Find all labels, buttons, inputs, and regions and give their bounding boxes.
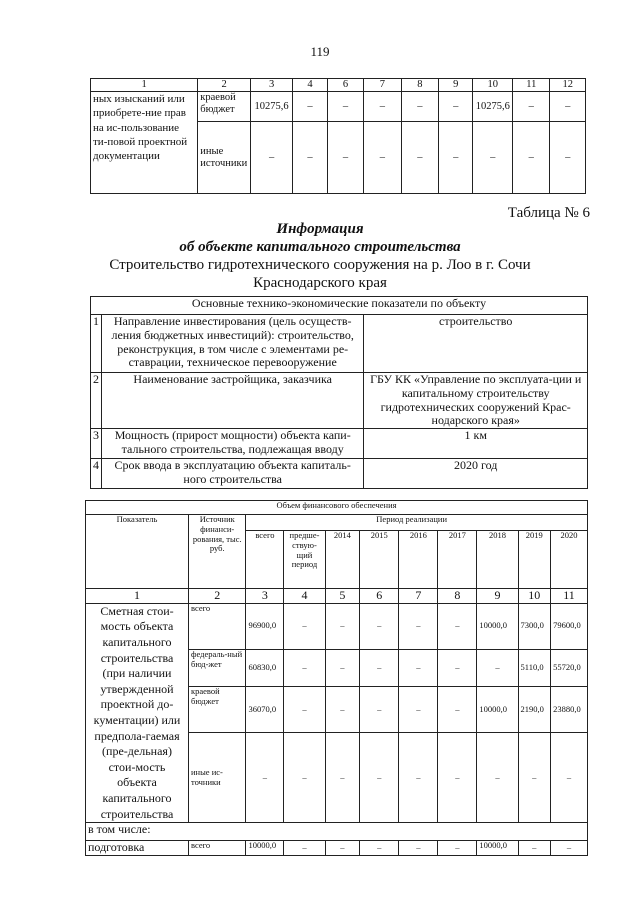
table-row (86, 823, 588, 841)
col-num: 2 (198, 79, 251, 92)
value-cell: 2190,0 (518, 687, 551, 733)
info-table (90, 296, 588, 489)
value-cell: – (438, 649, 477, 687)
year-header: 2020 (551, 531, 588, 589)
continuation-header-row (91, 79, 586, 92)
value-cell: – (360, 649, 399, 687)
value-cell: 10000,0 (477, 687, 518, 733)
row-number: 4 (91, 459, 102, 489)
source-cell: всего (189, 841, 246, 856)
col-num: 10 (518, 589, 551, 604)
title-line-2: об объекте капитального строительства (179, 239, 461, 255)
col-num: 3 (250, 79, 293, 92)
col-num: 11 (513, 79, 550, 92)
table-row (91, 92, 586, 122)
prev-period-header: предше-ствую-щий период (284, 531, 325, 589)
value-cell: 36070,0 (246, 687, 284, 733)
total-header: всего (246, 531, 284, 589)
column-numbers-row (86, 589, 588, 604)
col-num: 6 (360, 589, 399, 604)
value-cell: – (550, 92, 586, 122)
finance-table (85, 500, 588, 856)
continuation-table (90, 78, 586, 194)
value-cell: – (284, 687, 325, 733)
row-label: Наименование застройщика, заказчика (102, 373, 364, 429)
value-cell: – (325, 603, 360, 649)
value-cell: 55720,0 (551, 649, 588, 687)
col-num: 8 (438, 589, 477, 604)
value-cell: – (401, 122, 438, 194)
col-num: 6 (327, 79, 363, 92)
source-cell: всего (189, 603, 246, 649)
row-label: Направление инвестирования (цель осуществ-ления бюджетных инвестиций): строительство, реконструкция, в том числе с элементами ре-ставрации, техническое перевооружение (102, 315, 364, 373)
value-cell: – (399, 649, 438, 687)
value-cell: – (401, 92, 438, 122)
table-row (91, 429, 588, 459)
col-num: 10 (473, 79, 513, 92)
col-num: 11 (551, 589, 588, 604)
value-cell: – (284, 603, 325, 649)
col-num: 5 (325, 589, 360, 604)
value-cell: – (518, 733, 551, 823)
value-cell: – (551, 841, 588, 856)
year-header: 2019 (518, 531, 551, 589)
row-value: ГБУ КК «Управление по эксплуата-ции и капитальному строительству гидротехнических сооружений Крас-нодарского края» (364, 373, 588, 429)
value-cell: – (439, 122, 473, 194)
value-cell: – (477, 733, 518, 823)
source-header: Источник финанси-рования, тыс. руб. (189, 515, 246, 589)
value-cell: – (360, 841, 399, 856)
value-cell: – (477, 649, 518, 687)
col-num: 1 (91, 79, 198, 92)
value-cell: – (364, 122, 401, 194)
indicator-header: Показатель (86, 515, 189, 589)
row-value: 1 км (364, 429, 588, 459)
col-num: 7 (399, 589, 438, 604)
value-cell: 60830,0 (246, 649, 284, 687)
table-row (86, 841, 588, 856)
value-cell: – (325, 649, 360, 687)
value-cell: 10000,0 (477, 603, 518, 649)
value-cell: 10000,0 (246, 841, 284, 856)
row-value: строительство (364, 315, 588, 373)
value-cell: – (513, 122, 550, 194)
value-cell: – (250, 122, 293, 194)
year-header: 2014 (325, 531, 360, 589)
value-cell: – (513, 92, 550, 122)
value-cell: – (246, 733, 284, 823)
row-label: Мощность (прирост мощности) объекта капи-тального строительства, подлежащая вводу (102, 429, 364, 459)
col-num: 3 (246, 589, 284, 604)
info-table-header: Основные технико-экономические показатели по объекту (91, 297, 588, 315)
col-num: 12 (550, 79, 586, 92)
col-num: 2 (189, 589, 246, 604)
volume-header: Объем финансового обеспечения (86, 501, 588, 515)
col-num: 9 (439, 79, 473, 92)
value-cell: 10000,0 (477, 841, 518, 856)
value-cell: 96900,0 (246, 603, 284, 649)
value-cell: – (399, 841, 438, 856)
value-cell: – (439, 92, 473, 122)
row-value: 2020 год (364, 459, 588, 489)
value-cell: 79600,0 (551, 603, 588, 649)
value-cell: – (438, 733, 477, 823)
row-label: ных изысканий или приобрете-ние прав на ис-пользование ти-повой проектной документации (91, 92, 198, 194)
value-cell: 7300,0 (518, 603, 551, 649)
value-cell: 10275,6 (250, 92, 293, 122)
value-cell: – (360, 603, 399, 649)
subtitle-line-1: Строительство гидротехнического сооружения на р. Лоо в г. Сочи (109, 257, 531, 273)
value-cell: – (438, 687, 477, 733)
period-header: Период реализации (246, 515, 588, 531)
value-cell: – (399, 603, 438, 649)
value-cell: – (325, 733, 360, 823)
row-label: подготовка (86, 841, 189, 856)
value-cell: 5110,0 (518, 649, 551, 687)
value-cell: – (284, 841, 325, 856)
row-label: Срок ввода в эксплуатацию объекта капиталь-ного строительства (102, 459, 364, 489)
col-num: 9 (477, 589, 518, 604)
value-cell: – (284, 649, 325, 687)
value-cell: – (360, 687, 399, 733)
year-header: 2015 (360, 531, 399, 589)
source-cell: краевой бюджет (189, 687, 246, 733)
value-cell: – (399, 733, 438, 823)
source-cell: краевой бюджет (198, 92, 251, 122)
source-cell: федераль-ный бюд-жет (189, 649, 246, 687)
value-cell: – (327, 92, 363, 122)
table-row (91, 459, 588, 489)
value-cell: – (360, 733, 399, 823)
year-header: 2018 (477, 531, 518, 589)
value-cell: 10275,6 (473, 92, 513, 122)
value-cell: – (438, 603, 477, 649)
value-cell: – (364, 92, 401, 122)
value-cell: – (473, 122, 513, 194)
table-row (91, 315, 588, 373)
col-num: 1 (86, 589, 189, 604)
title-line-1: Информация (276, 221, 364, 237)
row-number: 3 (91, 429, 102, 459)
page-number: 119 (310, 44, 330, 59)
subtitle-line-2: Краснодарского края (253, 275, 387, 291)
row-number: 1 (91, 315, 102, 373)
year-header: 2017 (438, 531, 477, 589)
value-cell: – (438, 841, 477, 856)
value-cell: – (325, 687, 360, 733)
value-cell: – (399, 687, 438, 733)
value-cell: – (284, 733, 325, 823)
col-num: 4 (293, 79, 327, 92)
value-cell: – (325, 841, 360, 856)
col-num: 8 (401, 79, 438, 92)
value-cell: – (550, 122, 586, 194)
col-num: 4 (284, 589, 325, 604)
estimate-label: Сметная стои-мость объекта капитального строительства (при наличии утвержденной проектной до-кументации) или предпола-гаемая (пре-дельная) стои-мость объекта капитального строительства (86, 603, 189, 822)
value-cell: – (551, 733, 588, 823)
year-header: 2016 (399, 531, 438, 589)
col-num: 7 (364, 79, 401, 92)
including-label: в том числе: (86, 823, 588, 841)
table-row (86, 603, 588, 649)
value-cell: 23880,0 (551, 687, 588, 733)
source-cell: иные ис-точники (189, 733, 246, 823)
source-cell: иные источники (198, 122, 251, 194)
value-cell: – (518, 841, 551, 856)
row-number: 2 (91, 373, 102, 429)
table-row (91, 373, 588, 429)
value-cell: – (293, 122, 327, 194)
table-number: Таблица № 6 (507, 205, 590, 221)
value-cell: – (327, 122, 363, 194)
value-cell: – (293, 92, 327, 122)
